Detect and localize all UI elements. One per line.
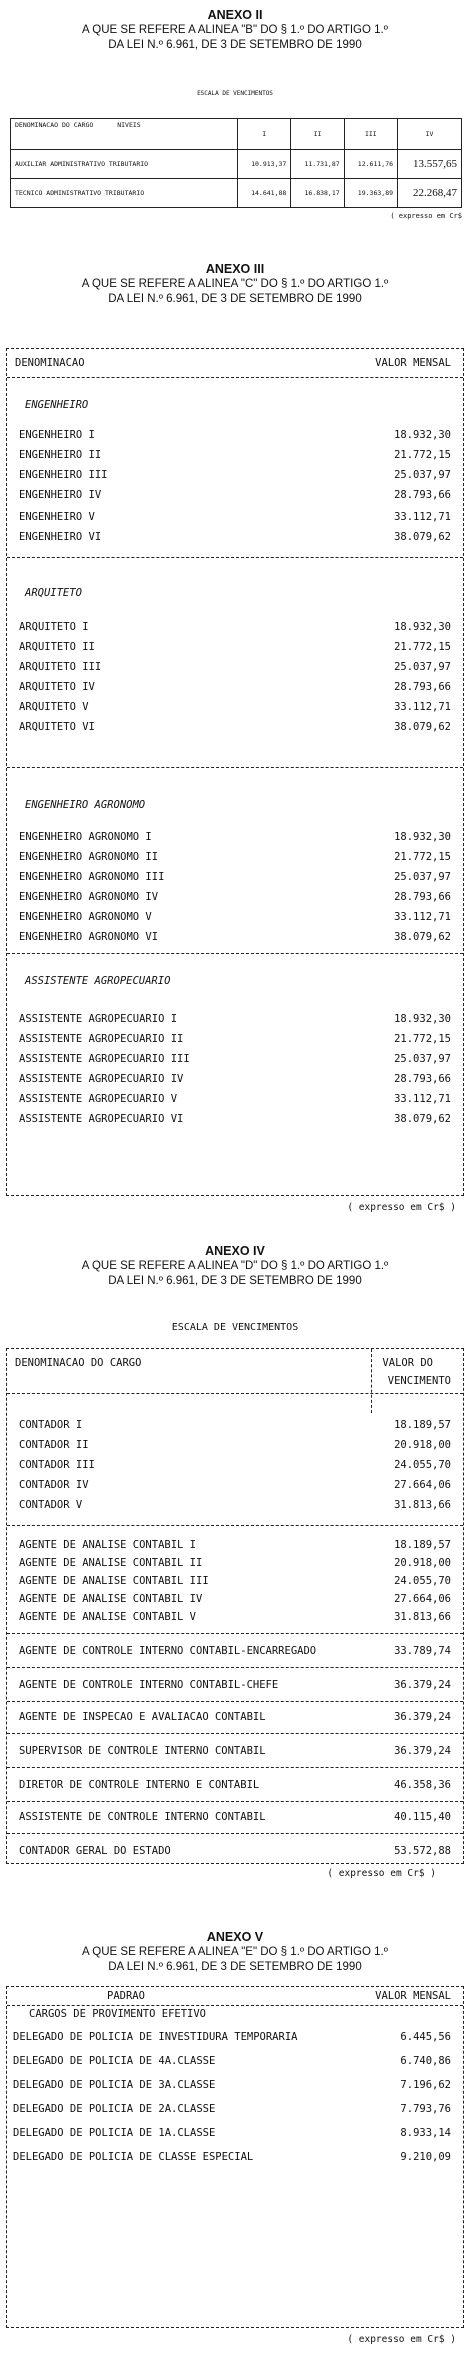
table-row [7,1675,463,1695]
row-value: 33.789,74 [394,1645,451,1657]
row-name: ARQUITETO II [19,641,95,653]
row-value: 21.772,15 [394,641,451,653]
anexo4-table [6,1348,464,1864]
anexo5-line1: A QUE SE REFERE A ALINEA "E" DO § 1.º DO ARTIGO 1.º [82,1946,388,1958]
anexo2-scale-title: ESCALA DE VENCIMENTOS [197,90,273,97]
row-name: AGENTE DE ANALISE CONTABIL II [19,1557,203,1569]
row-name: DELEGADO DE POLICIA DE INVESTIDURA TEMPORARIA [13,2031,298,2043]
row-value: 18.932,30 [394,831,451,843]
header-value: VALOR MENSAL [375,1990,451,2002]
row-value: 40.115,40 [394,1811,451,1823]
row-value: 36.379,24 [394,1679,451,1691]
row-value: 25.037,97 [394,871,451,883]
row-value: 28.793,66 [394,681,451,693]
row-value: 18.932,30 [394,429,451,441]
row-name: DELEGADO DE POLICIA DE 2A.CLASSE [13,2103,216,2115]
table-row [7,1455,463,1475]
subheader: CARGOS DE PROVIMENTO EFETIVO [29,2008,207,2020]
row-name: ENGENHEIRO V [19,511,95,523]
header-cargo: DENOMINACAO DO CARGO [15,121,94,129]
row-value: 25.037,97 [394,1053,451,1065]
row-value: 24.055,70 [394,1575,451,1587]
table-row [7,827,463,847]
anexo3-table [6,348,464,1196]
table-row [7,527,463,547]
table-row [7,425,463,445]
row-name: ASSISTENTE AGROPECUARIO I [19,1013,178,1025]
anexo4-header [0,1244,470,1289]
section-title: ENGENHEIRO [25,399,89,411]
table-row [7,1589,463,1609]
anexo2-header [0,8,470,53]
row-value: 20.918,00 [394,1439,451,1451]
section-title: ENGENHEIRO AGRONOMO [25,799,146,811]
anexo2-line1: A QUE SE REFERE A ALINEA "B" DO § 1.º DO ARTIGO 1.º [82,24,388,36]
value-cell: 10.913,37 [238,150,291,179]
table-row [7,677,463,697]
value-cell: 12.611,76 [344,150,397,179]
anexo4-title: ANEXO IV [205,1244,265,1258]
anexo5-subheader-row [7,2005,463,2023]
row-name: AGENTE DE ANALISE CONTABIL I [19,1539,197,1551]
table-row [7,1069,463,1089]
row-name: DELEGADO DE POLICIA DE 3A.CLASSE [13,2079,216,2091]
table-row [7,617,463,637]
row-name: AGENTE DE CONTROLE INTERNO CONTABIL-ENCARREGADO [19,1645,317,1657]
table-row [7,637,463,657]
row-name: AGENTE DE ANALISE CONTABIL III [19,1575,209,1587]
row-name: AGENTE DE INSPECAO E AVALIACAO CONTABIL [19,1711,266,1723]
table-row [7,1741,463,1761]
row-value: 31.813,66 [394,1499,451,1511]
row-value: 27.664,06 [394,1593,451,1605]
row-name: DELEGADO DE POLICIA DE CLASSE ESPECIAL [13,2151,254,2163]
table-row [7,1553,463,1573]
table-row [7,1607,463,1627]
row-name: DIRETOR DE CONTROLE INTERNO E CONTABIL [19,1779,260,1791]
row-value: 33.112,71 [394,511,451,523]
row-name: ENGENHEIRO AGRONOMO IV [19,891,159,903]
row-name: ASSISTENTE DE CONTROLE INTERNO CONTABIL [19,1811,266,1823]
anexo5-header-row [7,1987,463,2005]
row-name: SUPERVISOR DE CONTROLE INTERNO CONTABIL [19,1745,266,1757]
table-row [7,887,463,907]
row-name: ENGENHEIRO AGRONOMO III [19,871,165,883]
table-row [11,150,462,179]
row-name: CONTADOR IV [19,1479,89,1491]
table-row [7,717,463,737]
row-name: ARQUITETO V [19,701,89,713]
table-row [7,2099,463,2119]
anexo2-table [10,118,462,208]
row-value: 38.079,62 [394,531,451,543]
table-row [7,465,463,485]
row-name: ASSISTENTE AGROPECUARIO IV [19,1073,184,1085]
row-value: 6.740,86 [400,2055,451,2067]
table-row [7,1571,463,1591]
table-row [7,1775,463,1795]
value-cell: 13.557,65 [398,150,462,179]
section-title: ARQUITETO [25,587,82,599]
header-name: PADRAO [107,1990,145,2002]
table-row [7,1009,463,1029]
anexo5-header [0,1930,470,1975]
row-value: 38.079,62 [394,721,451,733]
row-name: ENGENHEIRO VI [19,531,102,543]
row-value: 28.793,66 [394,891,451,903]
row-name: CONTADOR III [19,1459,95,1471]
anexo3-header [0,262,470,307]
table-row [7,927,463,947]
row-value: 21.772,15 [394,851,451,863]
row-name: ENGENHEIRO III [19,469,108,481]
table-row [7,1049,463,1069]
row-name: ARQUITETO I [19,621,89,633]
row-name: ASSISTENTE AGROPECUARIO III [19,1053,190,1065]
row-value: 25.037,97 [394,661,451,673]
anexo5-table [6,1986,464,2328]
value-cell: 11.731,87 [291,150,344,179]
table-row [7,1415,463,1435]
value-cell: 22.268,47 [398,179,462,208]
table-row [7,2027,463,2047]
table-row [7,1109,463,1129]
row-value: 21.772,15 [394,449,451,461]
row-name: ARQUITETO VI [19,721,95,733]
header-name: DENOMINACAO [15,357,85,369]
table-row [7,1435,463,1455]
row-name: CONTADOR GERAL DO ESTADO [19,1845,171,1857]
anexo2-note: ( expresso em Cr$ [390,212,462,220]
header-value-1: VALOR DO [382,1357,433,1369]
row-value: 8.933,14 [400,2127,451,2139]
header-cargo-cell [11,119,238,150]
row-value: 21.772,15 [394,1033,451,1045]
anexo4-line2: DA LEI N.º 6.961, DE 3 DE SETEMBRO DE 1990 [108,1275,362,1287]
row-value: 18.189,57 [394,1539,451,1551]
row-name: ASSISTENTE AGROPECUARIO V [19,1093,178,1105]
anexo3-note: ( expresso em Cr$ ) [347,1202,456,1213]
row-name: ENGENHEIRO AGRONOMO II [19,851,159,863]
row-name: CONTADOR V [19,1499,83,1511]
header-level: II [291,119,344,150]
table-row [7,1707,463,1727]
table-row [7,697,463,717]
row-name: ASSISTENTE AGROPECUARIO II [19,1033,184,1045]
row-value: 18.932,30 [394,621,451,633]
row-value: 36.379,24 [394,1711,451,1723]
table-row [7,2123,463,2143]
row-value: 18.932,30 [394,1013,451,1025]
row-name: CONTADOR II [19,1439,89,1451]
header-niveis: NIVEIS [117,121,141,129]
row-name: ARQUITETO III [19,661,102,673]
anexo3-line2: DA LEI N.º 6.961, DE 3 DE SETEMBRO DE 1990 [108,293,362,305]
anexo4-line1: A QUE SE REFERE A ALINEA "D" DO § 1.º DO ARTIGO 1.º [81,1260,389,1272]
table-row [7,2147,463,2167]
table-row [7,2051,463,2071]
row-value: 33.112,71 [394,911,451,923]
row-name: ASSISTENTE AGROPECUARIO VI [19,1113,184,1125]
table-row [7,1807,463,1827]
value-cell: 14.641,88 [238,179,291,208]
row-value: 9.210,09 [400,2151,451,2163]
header-level: I [238,119,291,150]
table-row [7,445,463,465]
row-value: 38.079,62 [394,1113,451,1125]
row-value: 46.358,36 [394,1779,451,1791]
row-value: 28.793,66 [394,489,451,501]
anexo5-note: ( expresso em Cr$ ) [347,2334,456,2345]
anexo4-note: ( expresso em Cr$ ) [327,1868,436,1879]
row-value: 7.196,62 [400,2079,451,2091]
row-value: 18.189,57 [394,1419,451,1431]
row-name: ENGENHEIRO AGRONOMO I [19,831,152,843]
table-row [7,2075,463,2095]
row-name: ENGENHEIRO AGRONOMO V [19,911,152,923]
table-row [11,179,462,208]
table-row [7,1029,463,1049]
row-name: AGENTE DE CONTROLE INTERNO CONTABIL-CHEFE [19,1679,279,1691]
table-row [7,507,463,527]
row-value: 7.793,76 [400,2103,451,2115]
row-name: ENGENHEIRO IV [19,489,102,501]
row-name: ENGENHEIRO I [19,429,95,441]
row-name: ENGENHEIRO AGRONOMO VI [19,931,159,943]
anexo3-title: ANEXO III [205,262,265,276]
value-cell: 19.363,89 [344,179,397,208]
row-value: 6.445,56 [400,2031,451,2043]
row-value: 31.813,66 [394,1611,451,1623]
anexo3-header-row [7,353,463,373]
row-value: 20.918,00 [394,1557,451,1569]
anexo2-title: ANEXO II [207,8,263,22]
header-value: VALOR MENSAL [375,357,451,369]
row-value: 33.112,71 [394,1093,451,1105]
cargo-name: AUXILIAR ADMINISTRATIVO TRIBUTARIO [11,150,238,179]
table-header-row [11,119,462,150]
anexo5-title: ANEXO V [206,1930,264,1944]
row-value: 27.664,06 [394,1479,451,1491]
cargo-name: TECNICO ADMINISTRATIVO TRIBUTARIO [11,179,238,208]
row-value: 33.112,71 [394,701,451,713]
header-value-2: VENCIMENTO [387,1375,451,1387]
row-value: 53.572,88 [394,1845,451,1857]
header-name: DENOMINACAO DO CARGO [15,1357,142,1369]
anexo4-header-row-2 [7,1371,463,1391]
anexo5-line2: DA LEI N.º 6.961, DE 3 DE SETEMBRO DE 1990 [108,1961,362,1973]
row-value: 24.055,70 [394,1459,451,1471]
row-name: DELEGADO DE POLICIA DE 1A.CLASSE [13,2127,216,2139]
table-row [7,657,463,677]
table-row [7,1641,463,1661]
table-row [7,907,463,927]
row-name: AGENTE DE ANALISE CONTABIL V [19,1611,197,1623]
value-cell: 16.838,17 [291,179,344,208]
row-value: 28.793,66 [394,1073,451,1085]
anexo4-header-row [7,1353,463,1373]
table-row [7,1475,463,1495]
row-name: DELEGADO DE POLICIA DE 4A.CLASSE [13,2055,216,2067]
table-row [7,485,463,505]
section-title: ASSISTENTE AGROPECUARIO [25,975,171,987]
row-value: 38.079,62 [394,931,451,943]
row-value: 36.379,24 [394,1745,451,1757]
anexo4-scale-title: ESCALA DE VENCIMENTOS [171,1322,299,1333]
table-row [7,1089,463,1109]
table-row [7,1535,463,1555]
row-value: 25.037,97 [394,469,451,481]
header-level: III [344,119,397,150]
row-name: ENGENHEIRO II [19,449,102,461]
anexo3-line1: A QUE SE REFERE A ALINEA "C" DO § 1.º DO ARTIGO 1.º [81,278,389,290]
row-name: ARQUITETO IV [19,681,95,693]
row-name: CONTADOR I [19,1419,83,1431]
table-row [7,847,463,867]
table-row [7,867,463,887]
table-row [7,1495,463,1515]
anexo2-line2: DA LEI N.º 6.961, DE 3 DE SETEMBRO DE 1990 [108,39,362,51]
table-row [7,1841,463,1861]
row-name: AGENTE DE ANALISE CONTABIL IV [19,1593,203,1605]
header-level: IV [398,119,462,150]
